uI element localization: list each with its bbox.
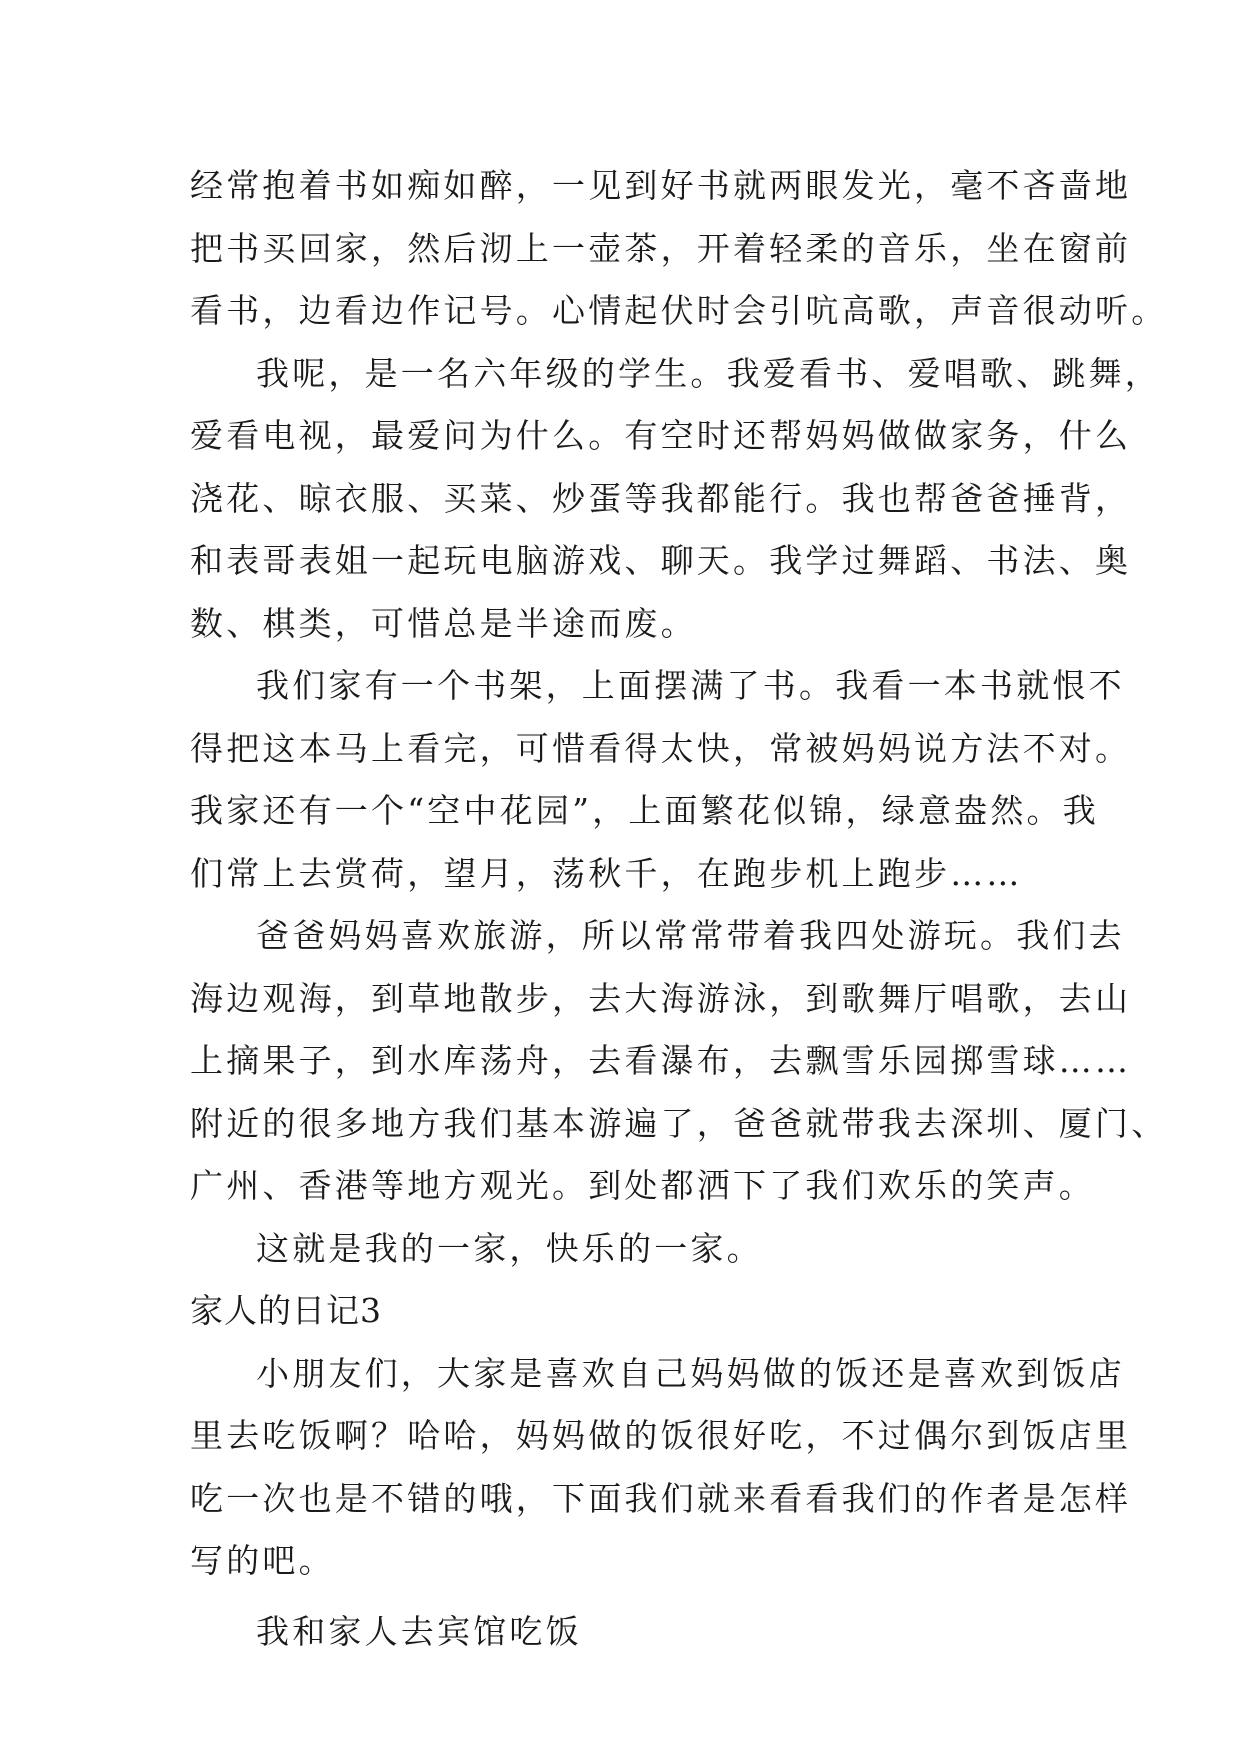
text-line: 得把这本马上看完，可惜看得太快，常被妈妈说方法不对。 <box>190 728 1132 768</box>
text-line: 海边观海，到草地散步，去大海游泳，到歌舞厅唱歌，去山 <box>190 978 1132 1018</box>
text-line: 把书买回家，然后沏上一壶茶，开着轻柔的音乐，坐在窗前 <box>190 228 1132 268</box>
document-body <box>190 155 1168 1663</box>
paragraph-first-line: 爸爸妈妈喜欢旅游，所以常常带着我四处游玩。我们去 <box>256 916 1125 955</box>
paragraph-first-line: 我们家有一个书架，上面摆满了书。我看一本书就恨不 <box>256 666 1125 705</box>
article-title: 我和家人去宾馆吃饭 <box>256 1611 582 1651</box>
paragraph-first-line: 我呢，是一名六年级的学生。我爱看书、爱唱歌、跳舞， <box>256 353 1161 393</box>
text-line: 写的吧。 <box>190 1541 335 1580</box>
text-line: 上摘果子，到水库荡舟，去看瀑布，去飘雪乐园掷雪球…… <box>190 1041 1132 1080</box>
paragraph-first-line: 这就是我的一家，快乐的一家。 <box>256 1228 763 1268</box>
text-line: 我家还有一个“空中花园”，上面繁花似锦，绿意盎然。我 <box>190 791 1099 830</box>
text-line: 们常上去赏荷，望月，荡秋千，在跑步机上跑步…… <box>190 853 1023 893</box>
text-line: 吃一次也是不错的哦，下面我们就来看看我们的作者是怎样 <box>190 1478 1132 1518</box>
text-line: 经常抱着书如痴如醉，一见到好书就两眼发光，毫不吝啬地 <box>190 166 1132 205</box>
text-line: 附近的很多地方我们基本游遍了，爸爸就带我去深圳、厦门、 <box>190 1103 1168 1143</box>
text-line: 浇花、晾衣服、买菜、炒蛋等我都能行。我也帮爸爸捶背， <box>190 478 1132 518</box>
text-line: 广州、香港等地方观光。到处都洒下了我们欢乐的笑声。 <box>190 1166 1095 1205</box>
paragraph-first-line: 小朋友们，大家是喜欢自己妈妈做的饭还是喜欢到饭店 <box>256 1353 1125 1393</box>
text-line: 和表哥表姐一起玩电脑游戏、聊天。我学过舞蹈、书法、奥 <box>190 541 1132 580</box>
text-line: 里去吃饭啊？哈哈，妈妈做的饭很好吃，不过偶尔到饭店里 <box>190 1416 1132 1455</box>
text-line: 看书，边看边作记号。心情起伏时会引吭高歌，声音很动听。 <box>190 291 1168 330</box>
text-line: 爱看电视，最爱问为什么。有空时还帮妈妈做做家务，什么 <box>190 416 1132 455</box>
text-line: 数、棋类，可惜总是半途而废。 <box>190 603 697 643</box>
section-heading: 家人的日记3 <box>190 1291 382 1330</box>
